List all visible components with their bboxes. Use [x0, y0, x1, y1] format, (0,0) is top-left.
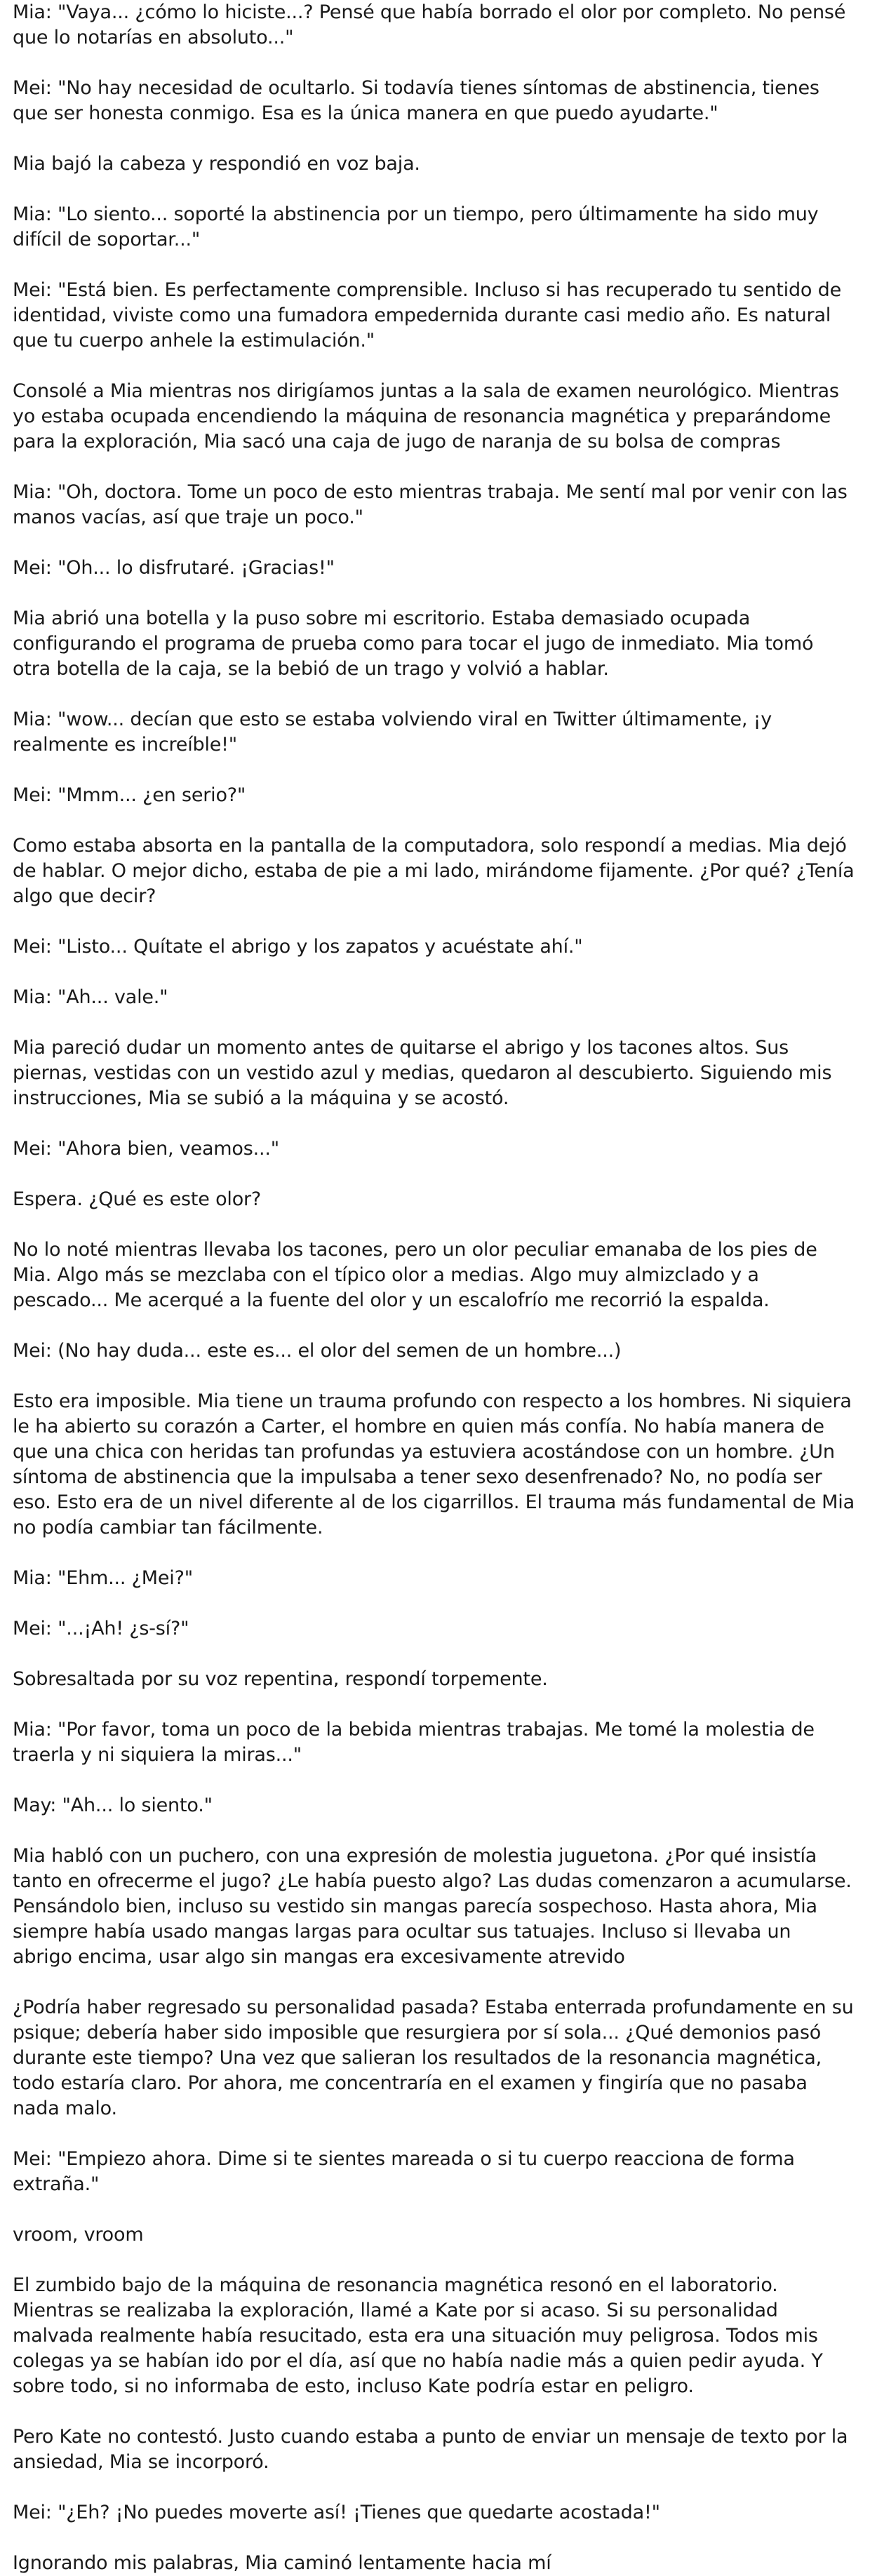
- paragraph-28: Mei: "Empiezo ahora. Dime si te sientes mareada o si tu cuerpo reacciona de forma extraña.": [13, 2148, 801, 2195]
- paragraph-10: Mia: "wow... decían que esto se estaba volviendo viral en Twitter últimamente, ¡y realmente es increíble!": [13, 709, 778, 756]
- paragraph-1: Mia: "Vaya... ¿cómo lo hiciste...? Pensé que había borrado el olor por completo. No pensé que lo notarías en absoluto...": [13, 1, 852, 48]
- paragraph-26: Mia habló con un puchero, con una expresión de molestia juguetona. ¿Por qué insistía tanto en ofrecerme el jugo? ¿Le había puesto algo? Las dudas comenzaron a acumularse. Pensándolo bien, incluso su vestido sin mangas parecía sospechoso. Hasta ahora, Mia siempre había usado mangas largas para ocultar sus tatuajes. Incluso si llevaba un abrigo encima, usar algo sin mangas era excesivamente atrevido: [13, 1845, 858, 1968]
- paragraph-21: Mia: "Ehm... ¿Mei?": [13, 1567, 193, 1589]
- paragraph-8: Mei: "Oh... lo disfrutaré. ¡Gracias!": [13, 557, 335, 579]
- paragraph-5: Mei: "Está bien. Es perfectamente comprensible. Incluso si has recuperado tu sentido de identidad, viviste como una fumadora empedernida durante casi medio año. Es natural que tu cuerpo anhele la estimulación.": [13, 279, 848, 351]
- paragraph-4: Mia: "Lo siento... soporté la abstinencia por un tiempo, pero últimamente ha sido muy difícil de soportar...": [13, 203, 824, 250]
- paragraph-16: Mei: "Ahora bien, veamos...": [13, 1138, 279, 1160]
- paragraph-20: Esto era imposible. Mia tiene un trauma profundo con respecto a los hombres. Ni siquiera le ha abierto su corazón a Carter, el hombre en quien más confía. No había manera de que una chica con heridas tan profundas ya estuviera acostándose con un hombre. ¿Un síntoma de abstinencia que la impulsaba a tener sexo desenfrenado? No, no podía ser eso. Esto era de un nivel diferente al de los cigarrillos. El trauma más fundamental de Mia no podía cambiar tan fácilmente.: [13, 1390, 861, 1538]
- paragraph-2: Mei: "No hay necesidad de ocultarlo. Si todavía tienes síntomas de abstinencia, tienes que ser honesta conmigo. Esa es la única manera en que puedo ayudarte.": [13, 77, 826, 124]
- paragraph-29: vroom, vroom: [13, 2224, 144, 2246]
- paragraph-18: No lo noté mientras llevaba los tacones, pero un olor peculiar emanaba de los pies de Mia. Algo más se mezclaba con el típico olor a medias. Algo muy almizclado y a pescado... Me acerqué a la fuente del olor y un escalofrío me recorrió la espalda.: [13, 1239, 824, 1311]
- paragraph-27: ¿Podría haber regresado su personalidad pasada? Estaba enterrada profundamente en su psique; debería haber sido imposible que resurgiera por sí sola... ¿Qué demonios pasó durante este tiempo? Una vez que salieran los resultados de la resonancia magnética, todo estaría claro. Por ahora, me concentraría en el examen y fingiría que no pasaba nada malo.: [13, 1997, 859, 2119]
- paragraph-15: Mia pareció dudar un momento antes de quitarse el abrigo y los tacones altos. Sus piernas, vestidas con un vestido azul y medias, quedaron al descubierto. Siguiendo mis instrucciones, Mia se subió a la máquina y se acostó.: [13, 1037, 838, 1109]
- paragraph-12: Como estaba absorta en la pantalla de la computadora, solo respondí a medias. Mia dejó de hablar. O mejor dicho, estaba de pie a mi lado, mirándome fijamente. ¿Por qué? ¿Tenía algo que decir?: [13, 835, 860, 907]
- paragraph-3: Mia bajó la cabeza y respondió en voz baja.: [13, 153, 420, 175]
- paragraph-17: Espera. ¿Qué es este olor?: [13, 1188, 262, 1210]
- paragraph-13: Mei: "Listo... Quítate el abrigo y los zapatos y acuéstate ahí.": [13, 936, 583, 958]
- paragraph-30: El zumbido bajo de la máquina de resonancia magnética resonó en el laboratorio. Mientras se realizaba la exploración, llamé a Kate por si acaso. Si su personalidad malvada realmente había resucitado, esta era una situación muy peligrosa. Todos mis colegas ya se habían ido por el día, así que no había nadie más a quien pedir ayuda. Y sobre todo, si no informaba de esto, incluso Kate podría estar en peligro.: [13, 2274, 829, 2397]
- paragraph-6: Consolé a Mia mientras nos dirigíamos juntas a la sala de examen neurológico. Mientras yo estaba ocupada encendiendo la máquina de resonancia magnética y preparándome para la exploración, Mia sacó una caja de jugo de naranja de su bolsa de compras: [13, 380, 845, 452]
- paragraph-14: Mia: "Ah... vale.": [13, 986, 168, 1008]
- paragraph-11: Mei: "Mmm... ¿en serio?": [13, 784, 246, 806]
- paragraph-33: Ignorando mis palabras, Mia caminó lentamente hacia mí: [13, 2552, 551, 2574]
- paragraph-24: Mia: "Por favor, toma un poco de la bebida mientras trabajas. Me tomé la molestia de traerla y ni siquiera la miras...": [13, 1719, 821, 1766]
- paragraph-19: Mei: (No hay duda... este es... el olor del semen de un hombre...): [13, 1340, 622, 1362]
- paragraph-31: Pero Kate no contestó. Justo cuando estaba a punto de enviar un mensaje de texto por la ansiedad, Mia se incorporó.: [13, 2426, 854, 2473]
- paragraph-32: Mei: "¿Eh? ¡No puedes moverte así! ¡Tienes que quedarte acostada!": [13, 2502, 660, 2523]
- paragraph-9: Mia abrió una botella y la puso sobre mi escritorio. Estaba demasiado ocupada configurando el programa de prueba como para tocar el jugo de inmediato. Mia tomó otra botella de la caja, se la bebió de un trago y volvió a hablar.: [13, 608, 819, 680]
- paragraph-22: Mei: "...¡Ah! ¿s-sí?": [13, 1618, 189, 1639]
- paragraph-25: May: "Ah... lo siento.": [13, 1795, 213, 1816]
- paragraph-23: Sobresaltada por su voz repentina, respondí torpemente.: [13, 1668, 548, 1690]
- paragraph-7: Mia: "Oh, doctora. Tome un poco de esto mientras trabaja. Me sentí mal por venir con las manos vacías, así que traje un poco.": [13, 481, 854, 528]
